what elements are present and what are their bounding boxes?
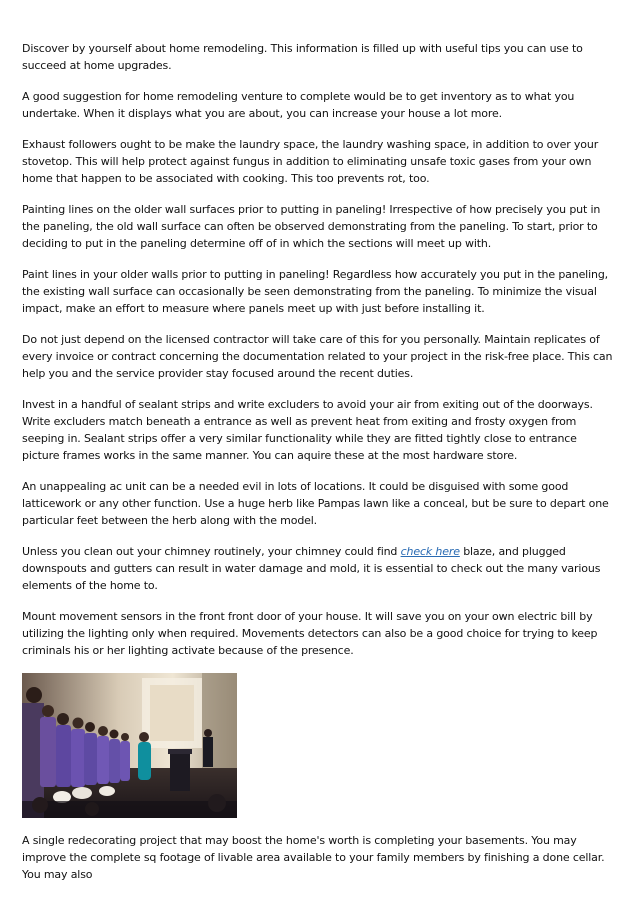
paragraph-7: Invest in a handful of sealant strips and write excluders to avoid your air from exiting out of the doorways. Write excluders match beneath a entrance as well as prevent heat from exiting and frosty oxygen from seeping in. Sealant strips offer a very similar functionality while they are fitted tightly close to entrance picture frames works in the same manner. You can aquire these at the most hardware store. xyxy=(22,398,593,462)
paragraph-2: A good suggestion for home remodeling venture to complete would be to get inventory as to what you undertake. When it displays what you are about, you can increase your house a lot more. xyxy=(22,90,575,120)
link-paragraph-before: Unless you clean out your chimney routinely, your chimney could find xyxy=(22,545,401,558)
paragraph-4: Painting lines on the older wall surfaces prior to putting in paneling! Irrespective of how precisely you put in the paneling, the old wall surface can often be observed demonstrating from the paneling. To start, prior to deciding to put in the paneling determine off of in which the sections will meet up with. xyxy=(22,203,601,250)
paragraph-11: A single redecorating project that may boost the home's worth is completing your basements. You may improve the complete sq footage of livable area available to your family members by finishing a done cellar. You may also xyxy=(22,834,605,881)
link-paragraph-after: blaze, and plugged downspouts and gutters can result in water damage and mold, it is essential to check out the many various elements of the home to. xyxy=(22,545,601,592)
paragraph-10: Mount movement sensors in the front front door of your house. It will save you on your own electric bill by utilizing the lighting only when required. Movements detectors can also be a good choice for trying to keep criminals his or her lighting activate because of the presence. xyxy=(22,610,598,657)
paragraph-1: Discover by yourself about home remodeling. This information is filled up with useful tips you can use to succeed at home upgrades. xyxy=(22,42,583,72)
paragraph-with-link xyxy=(22,543,616,594)
paragraph-5: Paint lines in your older walls prior to putting in paneling! Regardless how accurately you put in the paneling, the existing wall surface can occasionally be seen demonstrating from the paneling. To minimize the visual impact, make an effort to measure where panels meet up with just before installing it. xyxy=(22,268,608,315)
paragraph-8: An unappealing ac unit can be a needed evil in lots of locations. It could be disguised with some good latticework or any other function. Use a huge herb like Pampas lawn like a conceal, but be sure to depart one particular feet between the herb along with the model. xyxy=(22,480,609,527)
paragraph-6: Do not just depend on the licensed contractor will take care of this for you personally. Maintain replicates of every invoice or contract concerning the documentation related to your project in the risk-free place. This can help you and the service provider stay focused around the recent duties. xyxy=(22,333,613,380)
event-photo xyxy=(22,673,237,818)
check-here-link[interactable]: check here xyxy=(400,545,460,558)
paragraph-3: Exhaust followers ought to be make the laundry space, the laundry washing space, in addition to over your stovetop. This will help protect against fungus in addition to eliminating unsafe toxic gases from your own home that happen to be associated with cooking. This too prevents rot, too. xyxy=(22,138,599,185)
event-photo-illustration xyxy=(22,673,237,818)
